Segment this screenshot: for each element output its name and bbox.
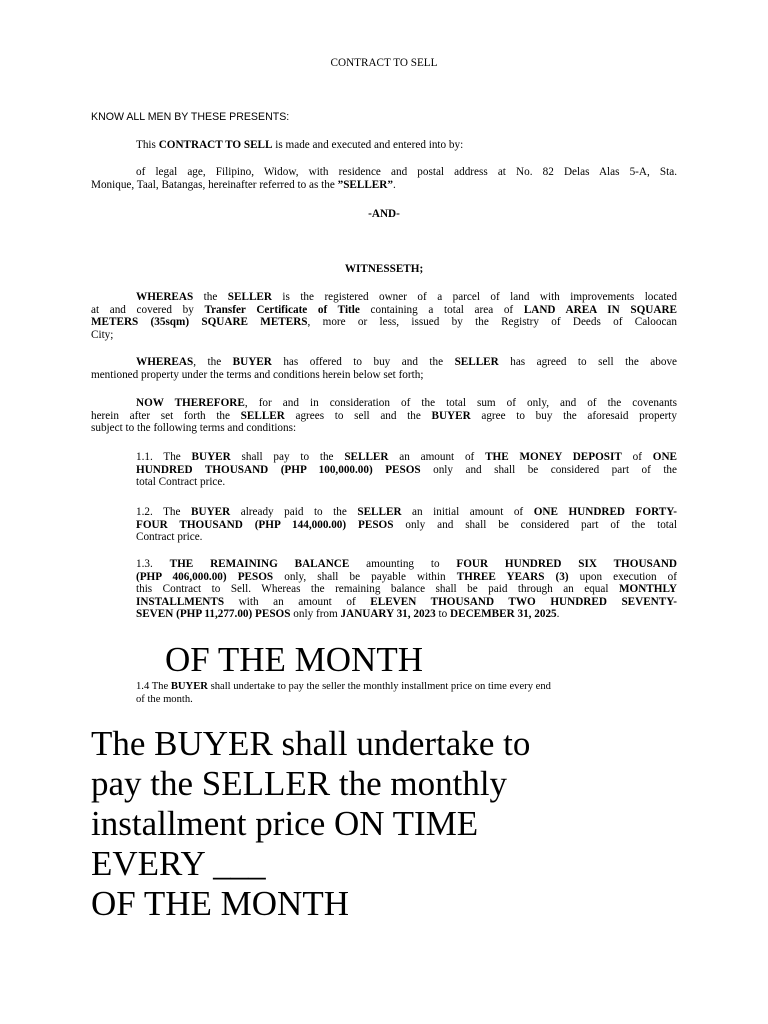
whereas-paragraph-1: WHEREAS the SELLER is the registered owner of a parcel of land with improvements located at and covered by Transfer Certificate of Title containing a total area of LAND AREA IN SQUARE METERS (35sqm) SQUARE METERS, more or less, issued by the Registry of Deeds of Caloocan City; (91, 291, 677, 341)
big-text-line-1: The BUYER shall undertake to (91, 724, 531, 763)
and-separator: -AND- (368, 208, 400, 220)
big-text-line-3: installment price ON TIME (91, 804, 479, 843)
big-text-line-5: OF THE MONTH (91, 884, 349, 923)
now-therefore-paragraph: NOW THEREFORE, for and in consideration of the total sum of only, and of the covenants herein after set forth the SELLER agrees to sell and the BUYER agree to buy the aforesaid property subject to the following terms and conditions: (91, 397, 678, 435)
big-label-of-the-month: OF THE MONTH (165, 640, 423, 679)
big-text-line-2: pay the SELLER the monthly (91, 764, 508, 803)
whereas-paragraph-2: WHEREAS, the BUYER has offered to buy and the SELLER has agreed to sell the above mentioned property under the terms and conditions herein below set forth; (91, 356, 678, 381)
big-text-block (91, 724, 530, 924)
witnesseth-heading: WITNESSETH; (344, 263, 424, 275)
clause-1-4-line-1: 1.4 The BUYER shall undertake to pay the seller the monthly installment price on time every end (136, 681, 551, 692)
made-by-line: This CONTRACT TO SELL is made and executed and entered into by: (136, 139, 464, 151)
clause-1-2: 1.2. The BUYER already paid to the SELLER an initial amount of ONE HUNDRED FORTY- FOUR THOUSAND (PHP 144,000.00) PESOS only and shall be considered part of the total Contract price. (136, 506, 677, 544)
document-title: CONTRACT TO SELL (330, 57, 438, 69)
clause-1-4-line-2: of the month. (136, 694, 193, 705)
intro-line: KNOW ALL MEN BY THESE PRESENTS: (91, 111, 290, 123)
clause-1-3: 1.3. THE REMAINING BALANCE amounting to FOUR HUNDRED SIX THOUSAND (PHP 406,000.00) PESOS only, shall be payable within THREE YEARS (3) upon execution of this Contract to Sell. Whereas the remaining balance shall be paid through an equal MONTHLY INSTALLMENTS with an amount of ELEVEN THOUSAND TWO HUNDRED SEVENTY- SEVEN (PHP 11,277.00) PESOS only from JANUARY 31, 2023 to DECEMBER 31, 2025. (136, 558, 678, 621)
clause-1-1: 1.1. The BUYER shall pay to the SELLER an amount of THE MONEY DEPOSIT of ONE HUNDRED THOUSAND (PHP 100,000.00) PESOS only and shall be considered part of the total Contract price. (136, 451, 677, 489)
seller-paragraph: of legal age, Filipino, Widow, with residence and postal address at No. 82 Delas Alas 5-A, Sta. Monique, Taal, Batangas, hereinafter referred to as the ”SELLER”. (91, 166, 677, 191)
big-text-line-4: EVERY ___ (91, 844, 266, 883)
